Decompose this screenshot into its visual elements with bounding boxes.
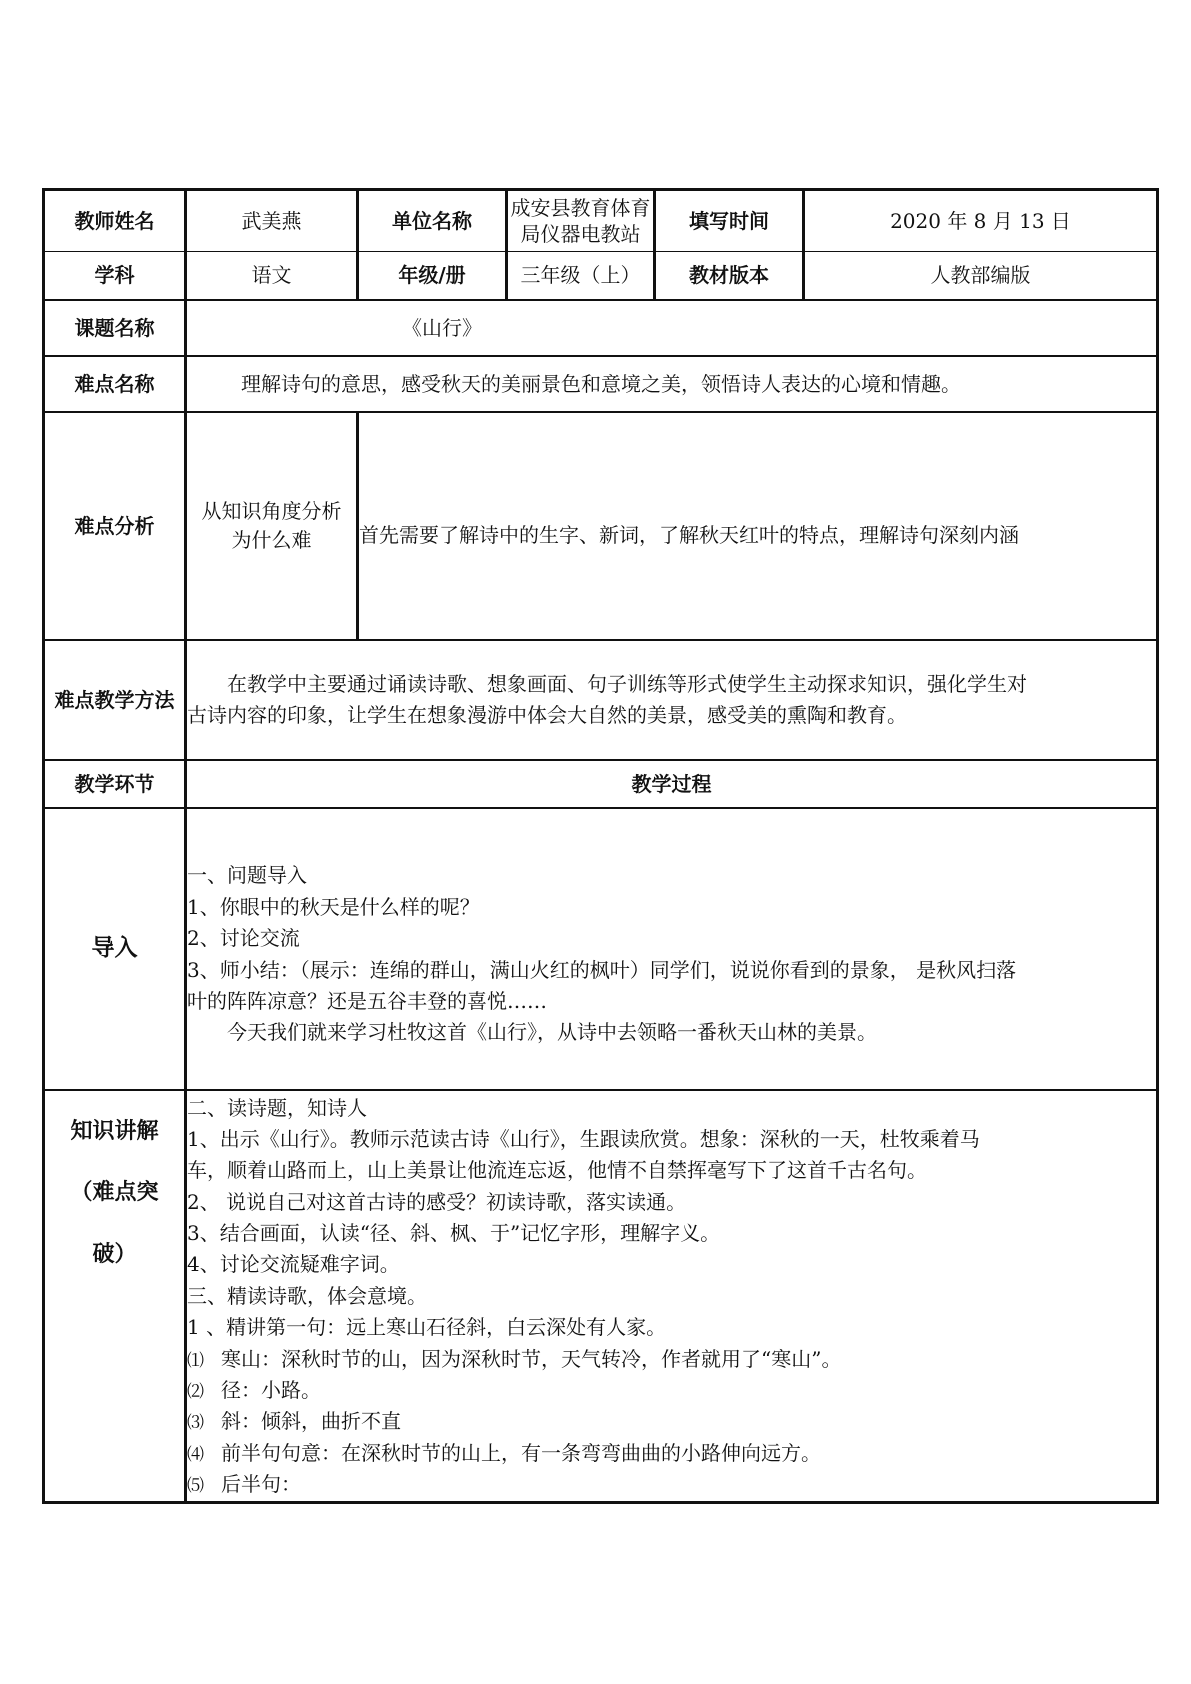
intro-line-2: 1、你眼中的秋天是什么样的呢？ (187, 894, 480, 919)
analysis-value: 首先需要了解诗中的生字、新词，了解秋天红叶的特点，理解诗句深刻内涵 (358, 412, 1158, 640)
grade-label: 年级/册 (358, 252, 507, 300)
method-line-1: 在教学中主要通过诵读诗歌、想象画面、句子训练等形式使学生主动探求知识，强化学生对 (227, 671, 1027, 696)
grade-value: 三年级（上） (507, 252, 655, 300)
knowledge-row (44, 1090, 1158, 1503)
intro-line-1: 一、问题导入 (187, 863, 307, 888)
process-stage-label: 教学环节 (44, 760, 186, 808)
process-content-label: 教学过程 (186, 760, 1158, 808)
teacher-name-label: 教师姓名 (44, 190, 186, 252)
analysis-sub-label-line-1: 从知识角度分析 (201, 498, 342, 523)
difficulty-value: 理解诗句的意思，感受秋天的美丽景色和意境之美，领悟诗人表达的心境和情趣。 (186, 356, 1158, 412)
process-header-row (44, 760, 1158, 808)
knowledge-line-1: 二、读诗题，知诗人 (187, 1095, 367, 1120)
knowledge-label-line-3: 破） (92, 1241, 137, 1267)
intro-line-4: 3、师小结：（展示：连绵的群山，满山火红的枫叶）同学们，说说你看到的景象， 是秋风扫落 (187, 957, 1017, 982)
knowledge-line-3: 车，顺着山路而上，山上美景让他流连忘返，他情不自禁挥毫写下了这首千古名句。 (187, 1158, 927, 1183)
knowledge-line-7: 三、精读诗歌，体会意境。 (187, 1283, 427, 1308)
numbered-item-text: 斜：倾斜，曲折不直 (221, 1409, 401, 1434)
subject-label: 学科 (44, 252, 186, 300)
intro-line-3: 2、讨论交流 (187, 926, 300, 951)
header-row-2 (44, 252, 1158, 300)
numbered-item-text: 后半句： (221, 1472, 301, 1497)
intro-row (44, 808, 1158, 1090)
difficulty-row (44, 356, 1158, 412)
topic-row (44, 300, 1158, 356)
numbered-item-4 (187, 1438, 1156, 1469)
method-value (186, 640, 1158, 760)
method-label: 难点教学方法 (44, 640, 186, 760)
numbered-item-1 (187, 1344, 1156, 1375)
lesson-plan-table (42, 188, 1159, 1504)
unit-name-label: 单位名称 (358, 190, 507, 252)
unit-name-line-1: 成安县教育体育 (510, 196, 651, 220)
unit-name-value (507, 190, 655, 252)
numbered-item-text: 寒山：深秋时节的山，因为深秋时节，天气转冷，作者就用了“寒山”。 (221, 1346, 842, 1371)
numbered-item-text: 径：小路。 (221, 1378, 321, 1403)
knowledge-label-line-2: （难点突 (70, 1180, 159, 1206)
teacher-name-value: 武美燕 (186, 190, 358, 252)
knowledge-line-2: 1、出示《山行》。教师示范读古诗《山行》，生跟读欣赏。想象：深秋的一天，杜牧乘着马 (187, 1126, 980, 1151)
subject-value: 语文 (186, 252, 358, 300)
numbered-item-marker: ⑷ (187, 1444, 204, 1465)
intro-line-5: 叶的阵阵凉意？还是五谷丰登的喜悦…… (187, 988, 547, 1013)
numbered-item-marker: ⑵ (187, 1382, 204, 1403)
analysis-label: 难点分析 (44, 412, 186, 640)
unit-name-line-2: 局仪器电教站 (520, 222, 641, 246)
knowledge-label (44, 1090, 186, 1503)
numbered-item-marker: ⑸ (187, 1476, 204, 1497)
knowledge-content (186, 1090, 1158, 1503)
analysis-sub-label-line-2: 为什么难 (231, 527, 312, 552)
method-line-2: 古诗内容的印象，让学生在想象漫游中体会大自然的美景，感受美的熏陶和教育。 (187, 702, 907, 727)
numbered-item-marker: ⑶ (187, 1413, 204, 1434)
fill-time-label: 填写时间 (655, 190, 804, 252)
numbered-item-3 (187, 1406, 1156, 1437)
numbered-item-2 (187, 1375, 1156, 1406)
topic-label: 课题名称 (44, 300, 186, 356)
knowledge-line-5: 3、结合画面，认读“径、斜、枫、于”记忆字形，理解字义。 (187, 1221, 721, 1246)
difficulty-label: 难点名称 (44, 356, 186, 412)
knowledge-line-4: 2、 说说自己对这首古诗的感受？初读诗歌，落实读通。 (187, 1189, 687, 1214)
numbered-item-5 (187, 1469, 1156, 1500)
lesson-plan-sheet (42, 188, 1156, 1504)
intro-label: 导入 (44, 808, 186, 1090)
intro-line-6: 今天我们就来学习杜牧这首《山行》，从诗中去领略一番秋天山林的美景。 (227, 1020, 877, 1045)
knowledge-line-6: 4、讨论交流疑难字词。 (187, 1252, 400, 1277)
numbered-item-text: 前半句句意：在深秋时节的山上，有一条弯弯曲曲的小路伸向远方。 (221, 1440, 821, 1465)
analysis-sub-label (186, 412, 358, 640)
knowledge-label-line-1: 知识讲解 (70, 1118, 159, 1144)
intro-content (186, 808, 1158, 1090)
knowledge-line-8: 1 、精讲第一句：远上寒山石径斜，白云深处有人家。 (187, 1315, 667, 1340)
topic-value: 《山行》 (186, 300, 1158, 356)
edition-value: 人教部编版 (804, 252, 1158, 300)
edition-label: 教材版本 (655, 252, 804, 300)
numbered-item-marker: ⑴ (187, 1350, 204, 1371)
fill-time-value: 2020 年 8 月 13 日 (804, 190, 1158, 252)
header-row-1 (44, 190, 1158, 252)
method-row (44, 640, 1158, 760)
analysis-row (44, 412, 1158, 640)
